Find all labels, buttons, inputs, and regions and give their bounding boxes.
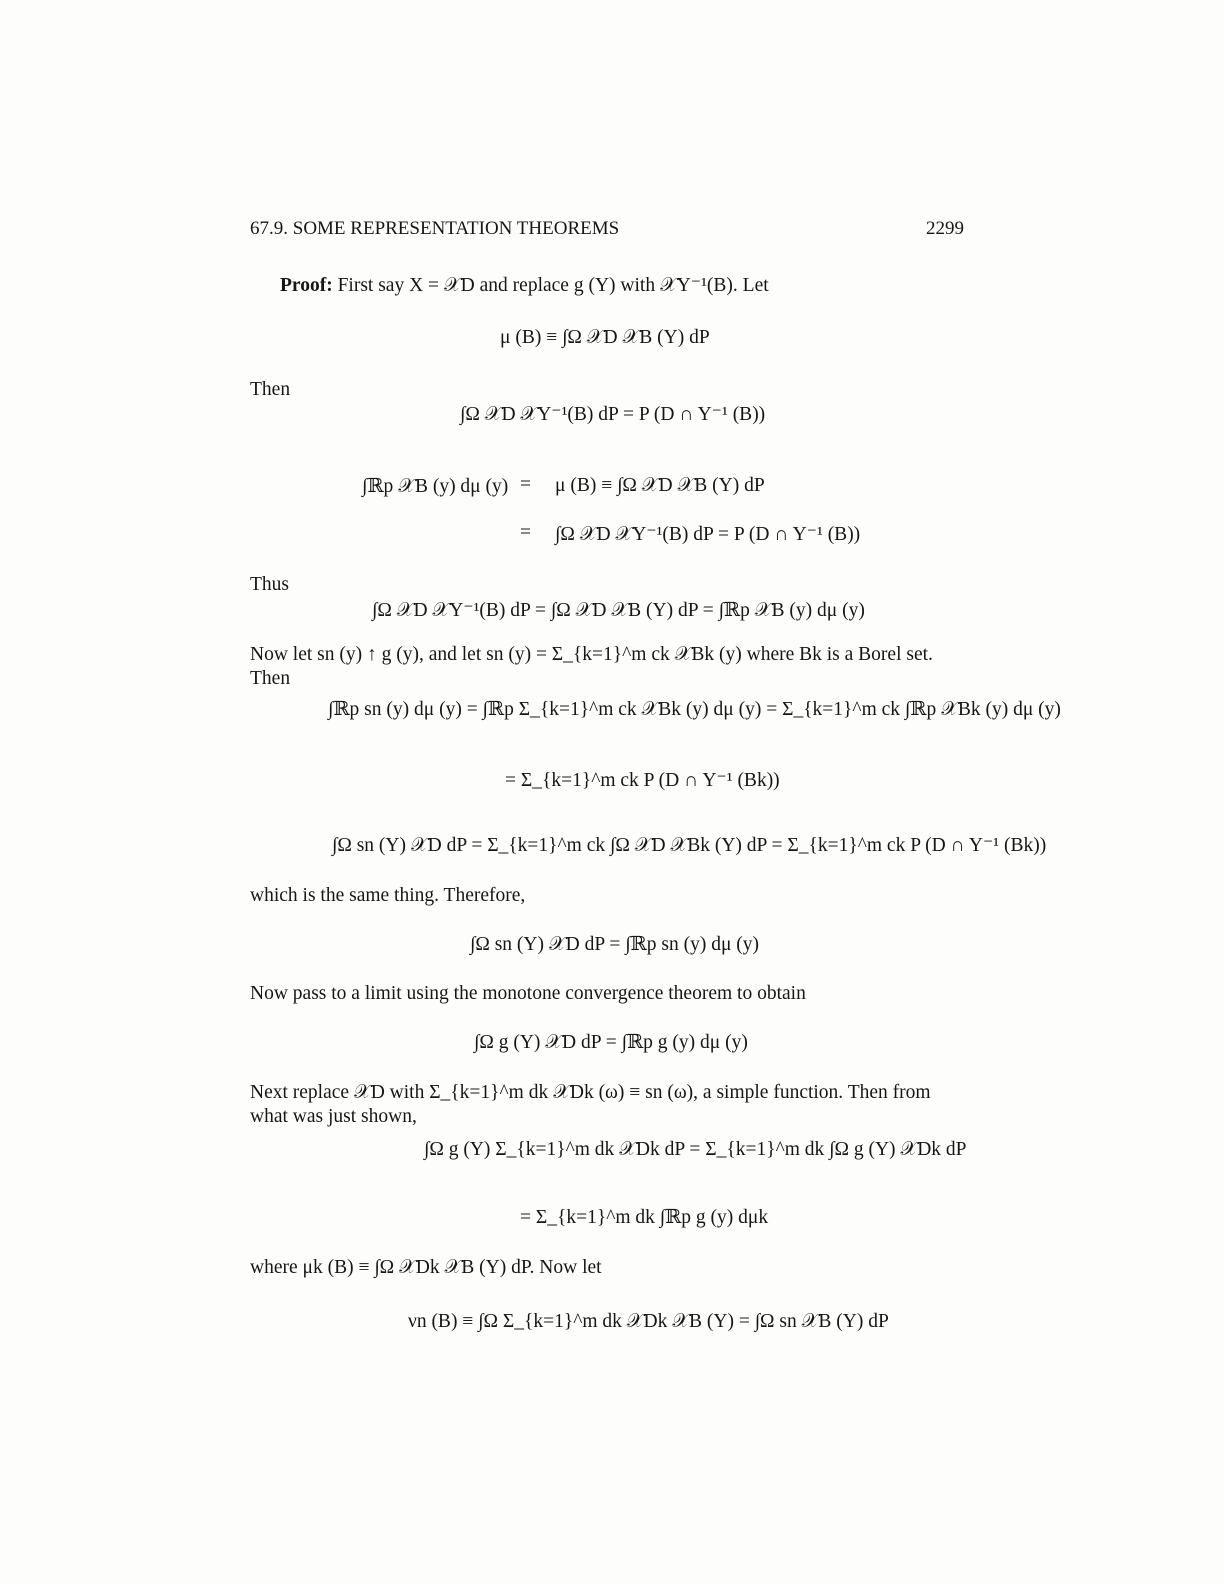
proof-paragraph [280, 274, 970, 298]
proof-label: Proof: [280, 275, 333, 296]
equation-align-1-eq: = [520, 474, 531, 495]
thus-label: Thus [250, 574, 289, 595]
running-header: 67.9. SOME REPRESENTATION THEOREMS [250, 218, 620, 239]
equation-align-1-rhs: μ (B) ≡ ∫Ω 𝒳D 𝒳B (Y) dP [555, 475, 765, 496]
equation-align-2-rhs: ∫Ω 𝒳D 𝒳Y⁻¹(B) dP = P (D ∩ Y⁻¹ (B)) [555, 524, 861, 545]
equation-next-1: ∫Ω g (Y) Σ_{k=1}^m dk 𝒳Dk dP = Σ_{k=1}^m dk ∫Ω g (Y) 𝒳Dk dP [424, 1139, 967, 1160]
equation-therefore: ∫Ω sn (Y) 𝒳D dP = ∫ℝp sn (y) dμ (y) [470, 934, 760, 955]
equation-sn-2: = Σ_{k=1}^m ck P (D ∩ Y⁻¹ (Bk)) [505, 770, 780, 791]
next-replace-paragraph: Next replace 𝒳D with Σ_{k=1}^m dk 𝒳Dk (ω) ≡ sn (ω), a simple function. Then from what was just shown, [250, 1082, 931, 1127]
page-number: 2299 [926, 218, 964, 239]
equation-align-1-lhs: ∫ℝp 𝒳B (y) dμ (y) [362, 476, 509, 497]
equation-mu-definition: μ (B) ≡ ∫Ω 𝒳D 𝒳B (Y) dP [500, 327, 710, 348]
then-label: Then [250, 379, 291, 400]
equation-sn-1: ∫ℝp sn (y) dμ (y) = ∫ℝp Σ_{k=1}^m ck 𝒳Bk (y) dμ (y) = Σ_{k=1}^m ck ∫ℝp 𝒳Bk (y) dμ (y) [328, 699, 1061, 720]
equation-sn-3: ∫Ω sn (Y) 𝒳D dP = Σ_{k=1}^m ck ∫Ω 𝒳D 𝒳Bk (Y) dP = Σ_{k=1}^m ck P (D ∩ Y⁻¹ (Bk)) [332, 835, 1047, 856]
proof-text: First say X = 𝒳D and replace g (Y) with 𝒳Y⁻¹(B). Let [337, 275, 769, 296]
where-mu-paragraph: where μk (B) ≡ ∫Ω 𝒳Dk 𝒳B (Y) dP. Now let [250, 1257, 602, 1278]
same-thing-paragraph: which is the same thing. Therefore, [250, 885, 526, 906]
equation-limit: ∫Ω g (Y) 𝒳D dP = ∫ℝp g (y) dμ (y) [474, 1032, 748, 1053]
now-let-paragraph: Now let sn (y) ↑ g (y), and let sn (y) = Σ_{k=1}^m ck 𝒳Bk (y) where Bk is a Borel set. Then [250, 644, 933, 689]
equation-nu: νn (B) ≡ ∫Ω Σ_{k=1}^m dk 𝒳Dk 𝒳B (Y) = ∫Ω sn 𝒳B (Y) dP [408, 1311, 889, 1332]
equation-thus: ∫Ω 𝒳D 𝒳Y⁻¹(B) dP = ∫Ω 𝒳D 𝒳B (Y) dP = ∫ℝp 𝒳B (y) dμ (y) [372, 600, 865, 621]
equation-then: ∫Ω 𝒳D 𝒳Y⁻¹(B) dP = P (D ∩ Y⁻¹ (B)) [460, 404, 766, 425]
equation-next-2: = Σ_{k=1}^m dk ∫ℝp g (y) dμk [520, 1207, 769, 1228]
equation-align-2-eq: = [520, 522, 531, 543]
monotone-paragraph: Now pass to a limit using the monotone convergence theorem to obtain [250, 983, 806, 1004]
